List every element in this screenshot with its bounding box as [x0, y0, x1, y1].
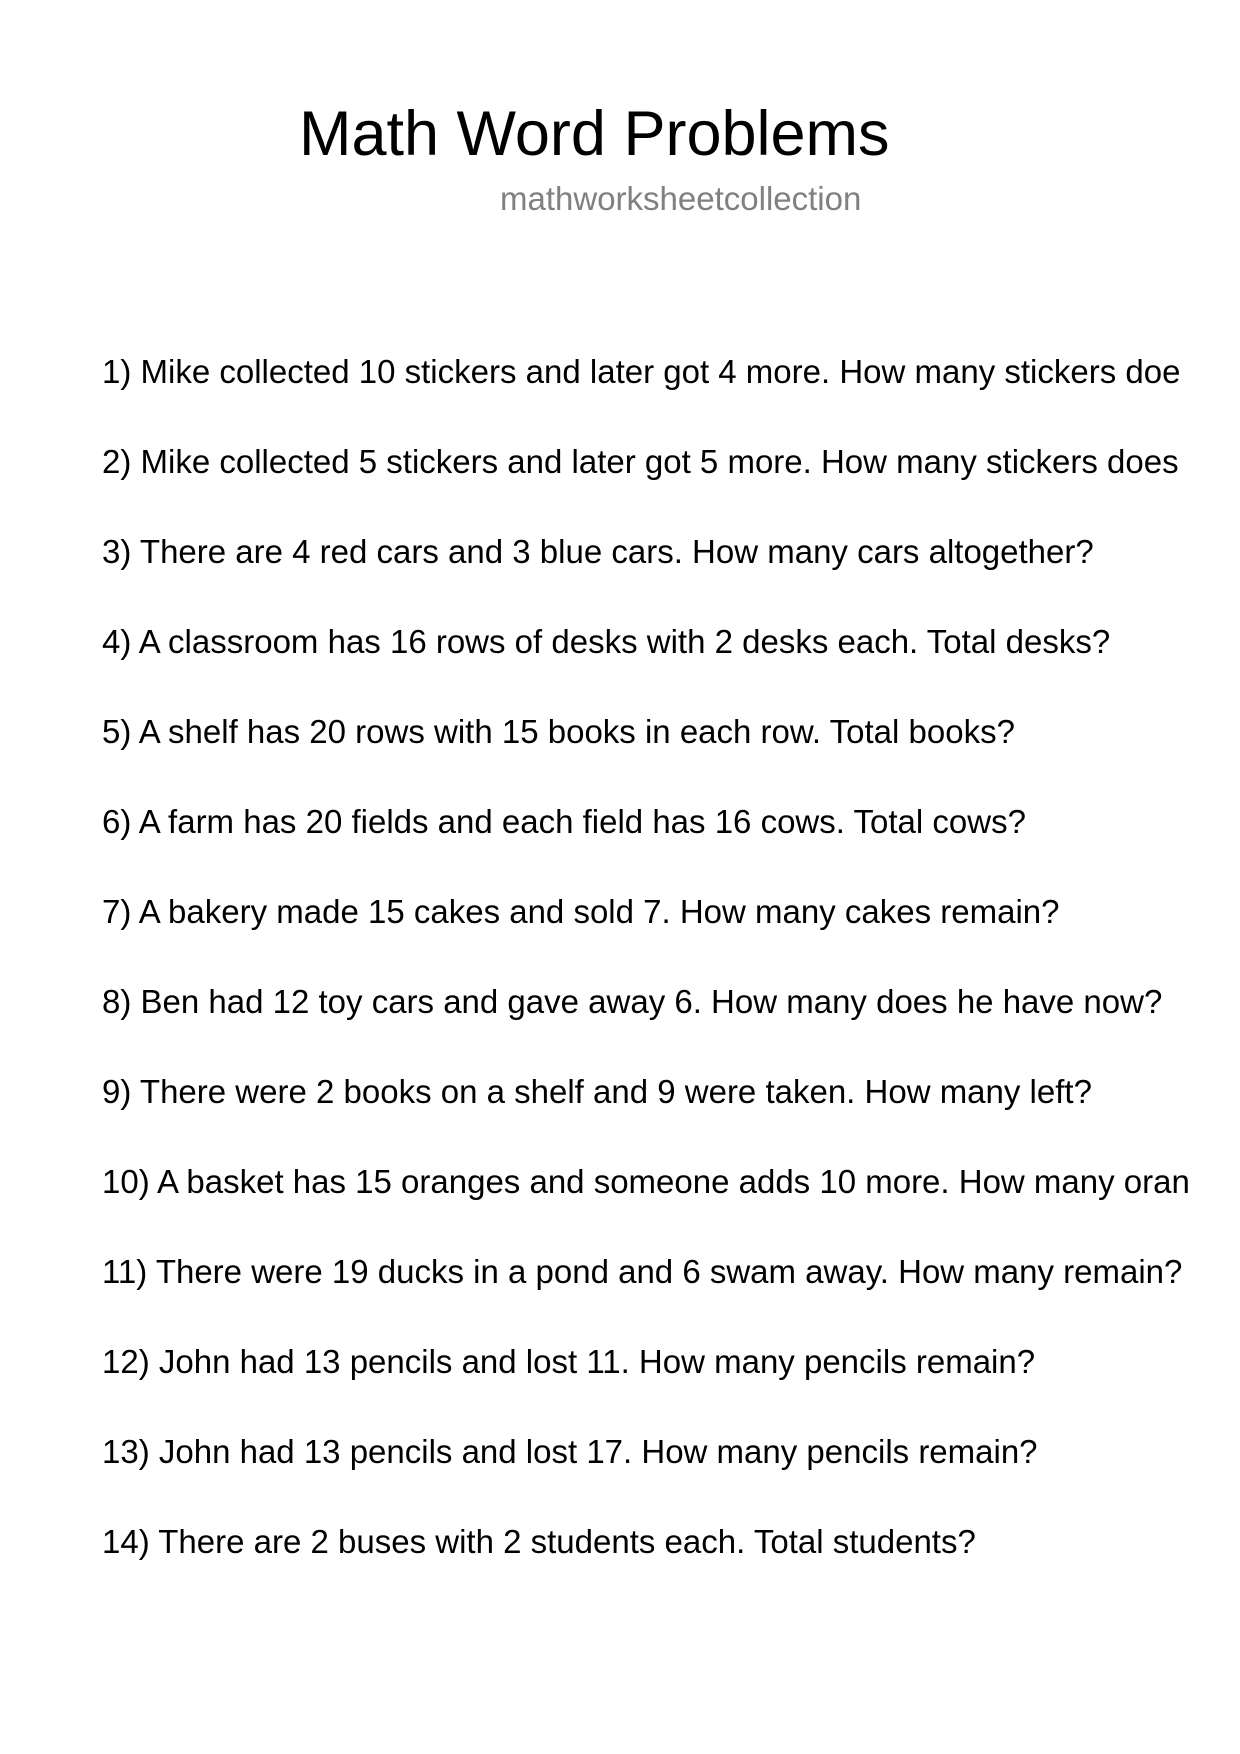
problem-list	[102, 352, 1240, 1612]
problem-item: 4) A classroom has 16 rows of desks with 2 desks each. Total desks?	[102, 623, 1111, 660]
problem-item: 13) John had 13 pencils and lost 17. How many pencils remain?	[102, 1433, 1038, 1470]
problem-item: 2) Mike collected 5 stickers and later got 5 more. How many stickers does	[102, 443, 1179, 480]
page-title: Math Word Problems	[299, 99, 890, 169]
page-subtitle: mathworksheetcollection	[500, 180, 862, 217]
problem-item: 8) Ben had 12 toy cars and gave away 6. How many does he have now?	[102, 983, 1163, 1020]
problem-item: 7) A bakery made 15 cakes and sold 7. How many cakes remain?	[102, 893, 1060, 930]
problem-item: 11) There were 19 ducks in a pond and 6 swam away. How many remain?	[102, 1253, 1183, 1290]
problem-item: 1) Mike collected 10 stickers and later got 4 more. How many stickers doe	[102, 353, 1181, 390]
problem-item: 5) A shelf has 20 rows with 15 books in each row. Total books?	[102, 713, 1015, 750]
problem-item: 12) John had 13 pencils and lost 11. How many pencils remain?	[102, 1343, 1036, 1380]
problem-item: 6) A farm has 20 fields and each field has 16 cows. Total cows?	[102, 803, 1026, 840]
problem-item: 14) There are 2 buses with 2 students each. Total students?	[102, 1523, 976, 1560]
problem-item: 3) There are 4 red cars and 3 blue cars. How many cars altogether?	[102, 533, 1094, 570]
problem-item: 9) There were 2 books on a shelf and 9 were taken. How many left?	[102, 1073, 1092, 1110]
problem-item: 10) A basket has 15 oranges and someone adds 10 more. How many oran	[102, 1163, 1190, 1200]
